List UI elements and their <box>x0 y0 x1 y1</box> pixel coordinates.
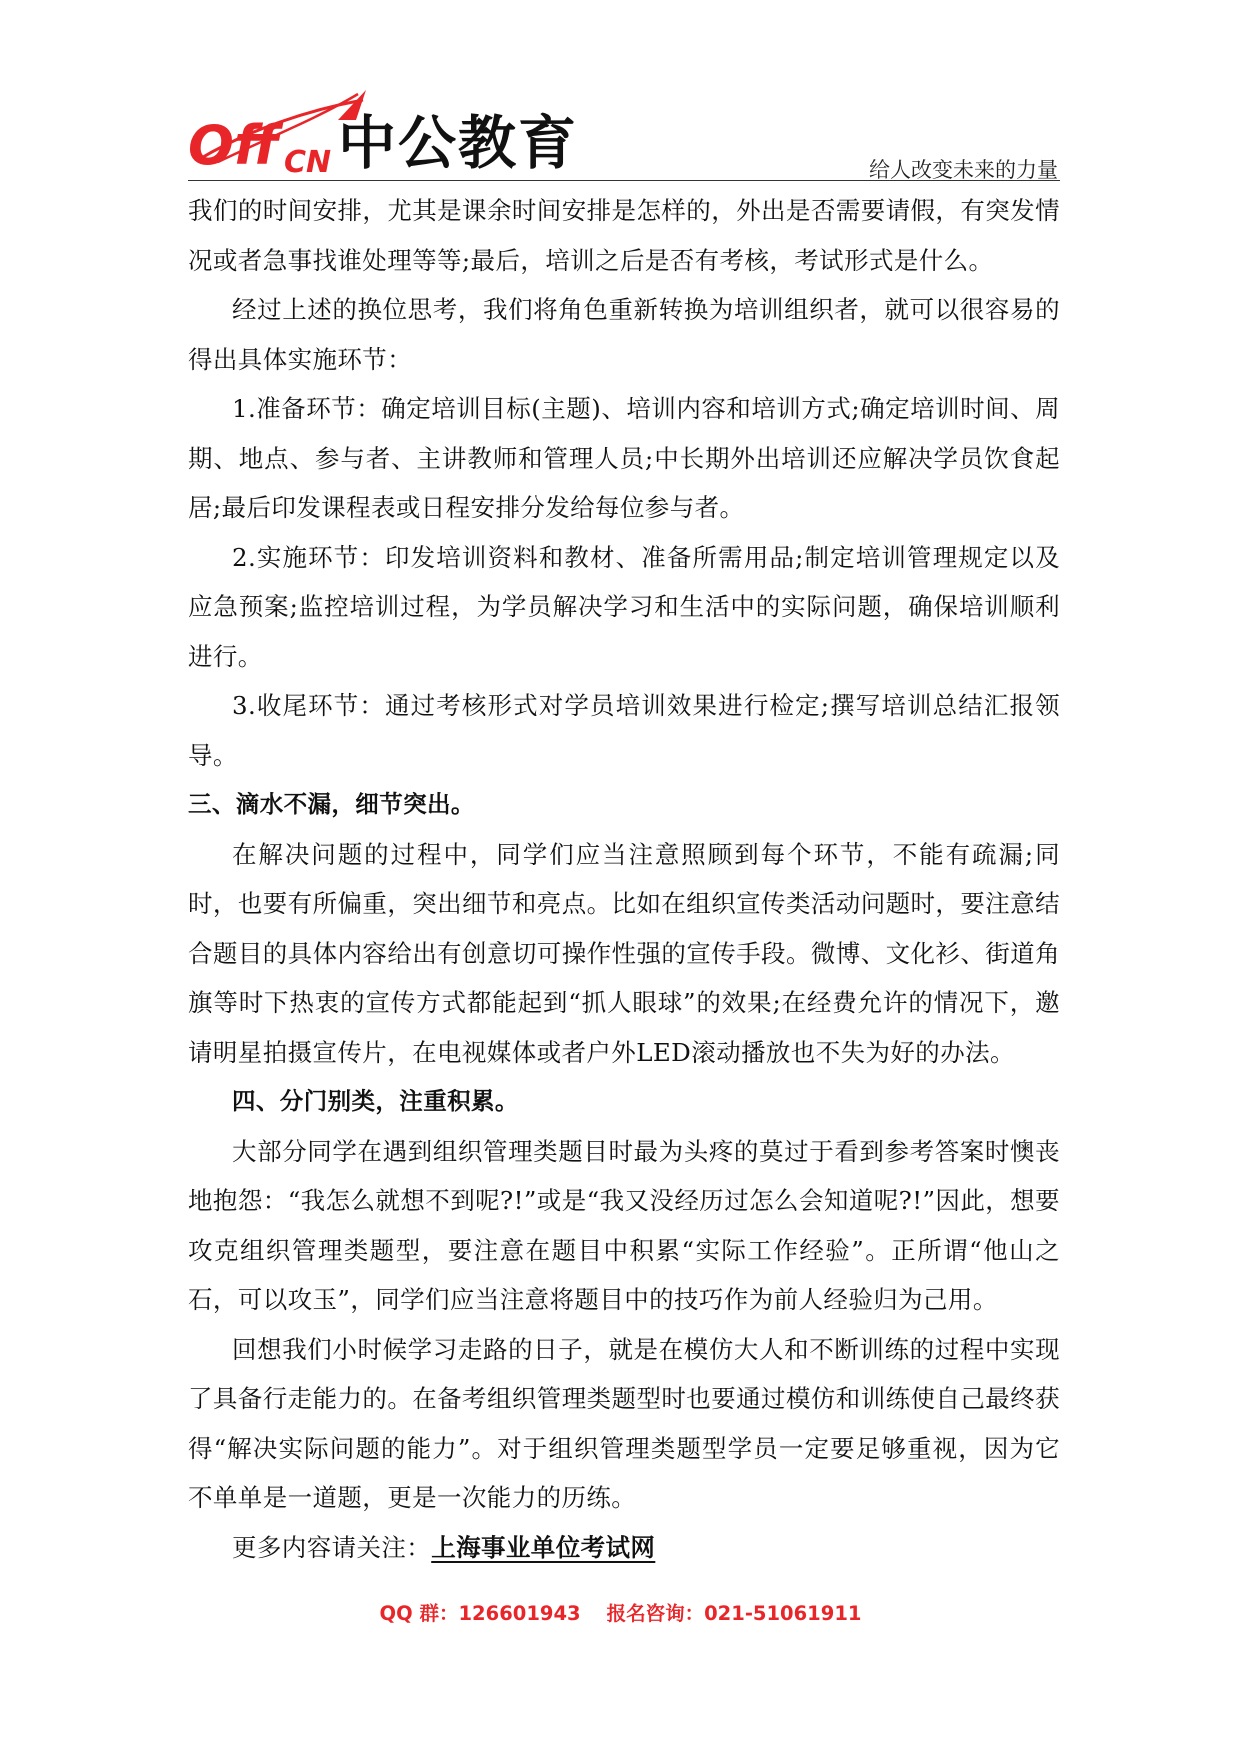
paragraph-implement-step: 2.实施环节：印发培训资料和教材、准备所需用品;制定培训管理规定以及应急预案;监控培训过程，为学员解决学习和生活中的实际问题，确保培训顺利进行。 <box>188 542 1060 671</box>
section-heading-3: 三、滴水不漏，细节突出。 <box>188 790 475 818</box>
consult-phone: 报名咨询：021-51061911 <box>606 1602 862 1625</box>
qq-group: QQ 群：126601943 <box>379 1602 581 1625</box>
more-info-prefix: 更多内容请关注： <box>232 1532 432 1562</box>
paragraph-accumulate: 大部分同学在遇到组织管理类题目时最为头疼的莫过于看到参考答案时懊丧地抱怨：“我怎么就想不到呢?!”或是“我又没经历过怎么会知道呢?!”因此，想要攻克组织管理类题型，要注意在题目中积累“实际工作经验”。正所谓“他山之石，可以攻玉”，同学们应当注意将题目中的技巧作为前人经验归为己用。 <box>188 1136 1060 1314</box>
paragraph-role-switch: 经过上述的换位思考，我们将角色重新转换为培训组织者，就可以很容易的得出具体实施环节： <box>188 295 1060 374</box>
section-heading-4: 四、分门别类，注重积累。 <box>232 1087 519 1115</box>
paragraph-continuation: 我们的时间安排，尤其是课余时间安排是怎样的，外出是否需要请假，有突发情况或者急事找谁处理等等;最后，培训之后是否有考核，考试形式是什么。 <box>188 196 1060 275</box>
logo-text: 中公教育 <box>338 109 579 177</box>
offcn-logo <box>188 90 588 182</box>
svg-text:Off: Off <box>188 114 279 177</box>
more-info-line <box>188 1523 1060 1573</box>
header-divider <box>188 180 1060 181</box>
page-header <box>188 82 1060 182</box>
svg-text:CN: CN <box>284 145 332 180</box>
paragraph-details: 在解决问题的过程中，同学们应当注意照顾到每个环节，不能有疏漏;同时，也要有所偏重，突出细节和亮点。比如在组织宣传类活动问题时，要注意结合题目的具体内容给出有创意切可操作性强的宣传手段。微博、文化衫、街道角旗等时下热衷的宣传方式都能起到“抓人眼球”的效果;在经费允许的情况下，邀请明星拍摄宣传片，在电视媒体或者户外LED滚动播放也不失为好的办法。 <box>188 839 1060 1067</box>
paragraph-closing-step: 3.收尾环节：通过考核形式对学员培训效果进行检定;撰写培训总结汇报领导。 <box>188 691 1060 770</box>
paragraph-practice: 回想我们小时候学习走路的日子，就是在模仿大人和不断训练的过程中实现了具备行走能力的。在备考组织管理类题型时也要通过模仿和训练使自己最终获得“解决实际问题的能力”。对于组织管理类题型学员一定要足够重视，因为它不单单是一道题，更是一次能力的历练。 <box>188 1334 1060 1512</box>
paragraph-prepare-step: 1.准备环节：确定培训目标(主题)、培训内容和培训方式;确定培训时间、周期、地点、参与者、主讲教师和管理人员;中长期外出培训还应解决学员饮食起居;最后印发课程表或日程安排分发给每位参与者。 <box>188 394 1060 522</box>
document-body <box>188 186 1060 1572</box>
slogan: 给人改变未来的力量 <box>869 158 1058 182</box>
exam-site-link[interactable]: 上海事业单位考试网 <box>431 1532 656 1562</box>
contact-footer <box>0 1598 1241 1626</box>
